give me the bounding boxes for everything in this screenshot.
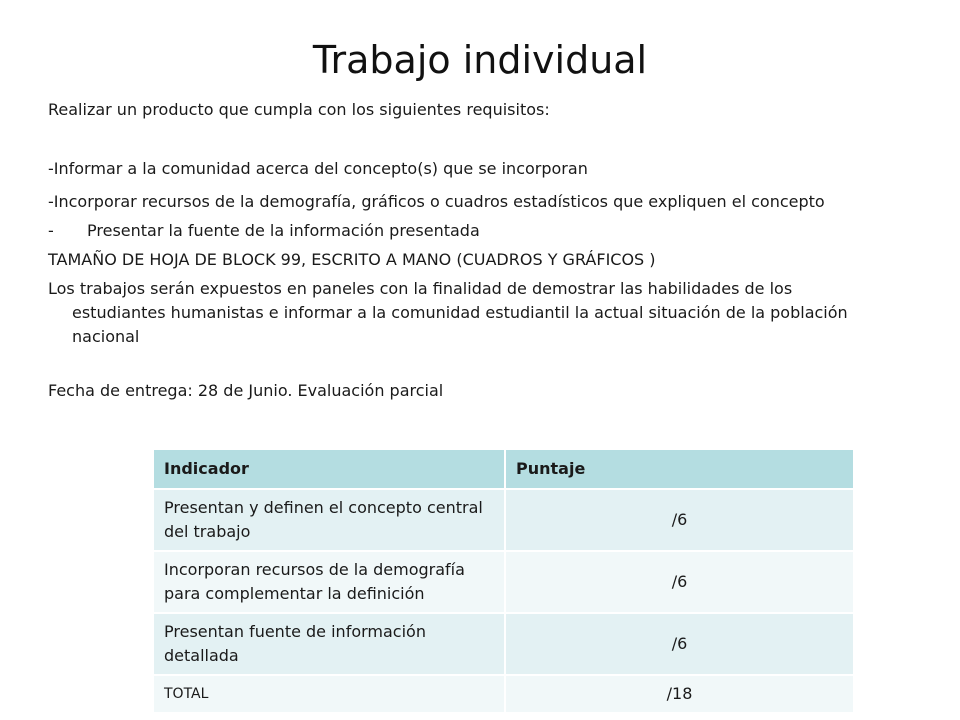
score-cell: /6 [505,613,854,675]
requirement-2: -Incorporar recursos de la demografía, gráficos o cuadros estadísticos que expliquen el concepto [48,192,825,211]
rubric-table [154,450,855,714]
table-row [154,613,854,675]
format-text: TAMAÑO DE HOJA DE BLOCK 99, ESCRITO A MANO (CUADROS Y GRÁFICOS ) [48,250,656,269]
indicator-cell: Incorporan recursos de la demografía para complementar la definición [154,551,505,613]
due-date-text: Fecha de entrega: 28 de Junio. Evaluación parcial [48,381,444,400]
indicator-cell: Presentan y definen el concepto central del trabajo [154,489,505,551]
dash-bullet: - [48,221,54,240]
slide-body [48,98,868,403]
table-row [154,551,854,613]
exposition-text: Los trabajos serán expuestos en paneles con la finalidad de demostrar las habilidades de los estudiantes humanistas e informar a la comunidad estudiantil la actual situación de la población nacional [48,279,848,346]
requirement-1: -Informar a la comunidad acerca del concepto(s) que se incorporan [48,159,588,178]
requirement-3 [48,219,868,243]
header-puntaje: Puntaje [505,450,854,489]
score-cell: /6 [505,551,854,613]
table-row [154,489,854,551]
slide-title: Trabajo individual [312,38,648,82]
table-row-total [154,675,854,713]
header-indicador: Indicador [154,450,505,489]
indicator-cell: Presentan fuente de información detallada [154,613,505,675]
score-cell: /6 [505,489,854,551]
total-score-cell: /18 [505,675,854,713]
table-header-row [154,450,854,489]
intro-text: Realizar un producto que cumpla con los siguientes requisitos: [48,100,550,119]
requirement-3-text: Presentar la fuente de la información presentada [87,221,480,240]
total-label-cell: TOTAL [154,675,505,713]
